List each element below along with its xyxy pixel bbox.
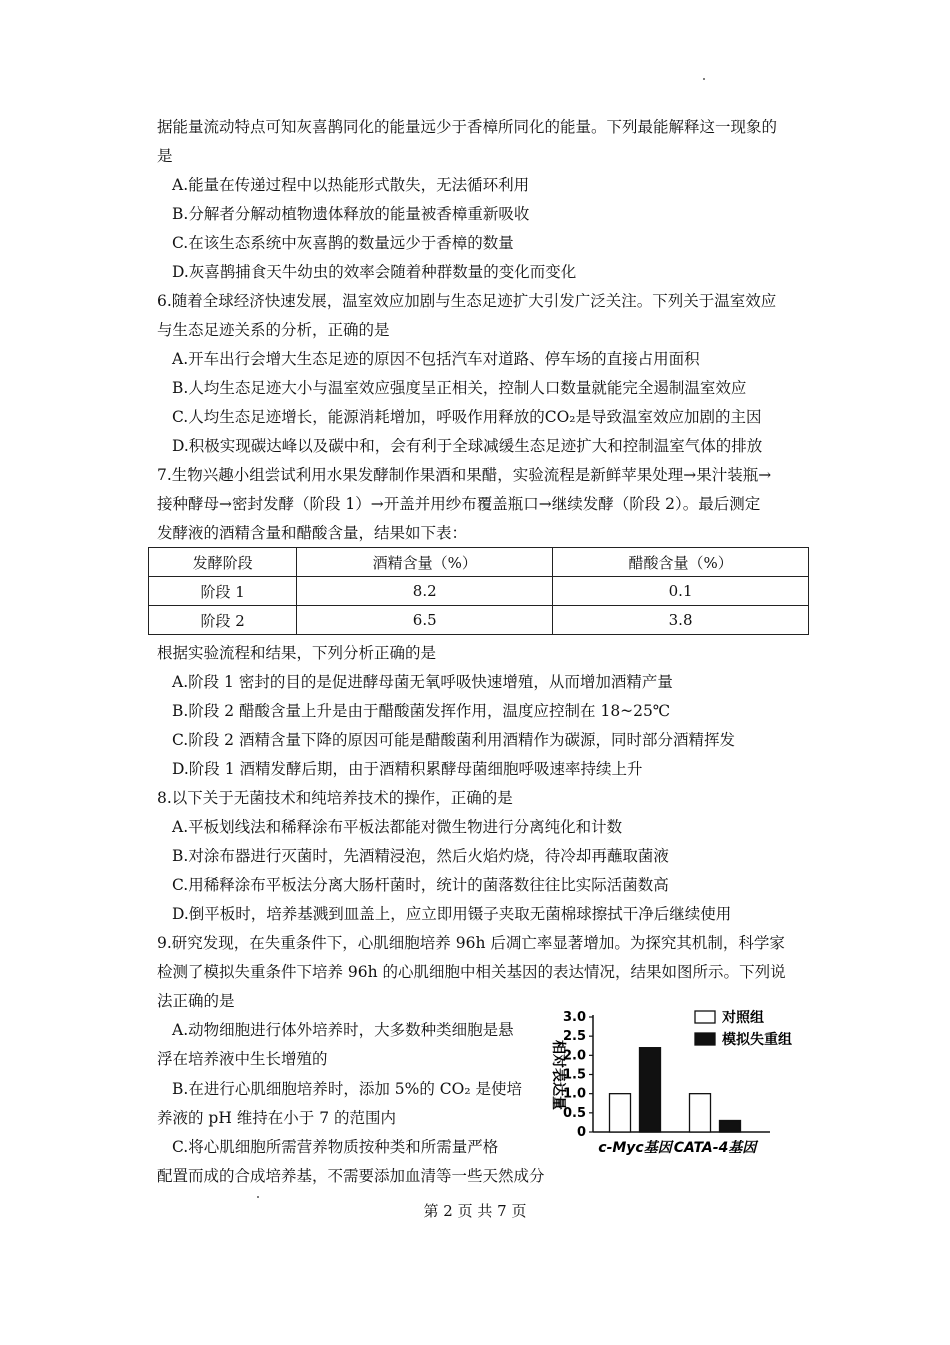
x-tick-label: c-Myc基因 xyxy=(598,1140,672,1156)
q9-option-b-line2: 养液的 pH 维持在小于 7 的范围内 xyxy=(157,1109,397,1127)
bar-control xyxy=(690,1094,711,1132)
table-cell: 阶段 1 xyxy=(149,577,297,606)
q9-option-c-line1: C.将心肌细胞所需营养物质按种类和所需量严格 xyxy=(172,1138,499,1156)
q6-stem-line1: 6.随着全球经济快速发展，温室效应加剧与生态足迹扩大引发广泛关注。下列关于温室效应 xyxy=(157,292,777,310)
q5-option-c: C.在该生态系统中灰喜鹊的数量远少于香樟的数量 xyxy=(172,234,514,252)
q9-stem-line1: 9.研究发现，在失重条件下，心肌细胞培养 96h 后凋亡率显著增加。为探究其机制，科学家 xyxy=(157,934,785,952)
q9-option-a-line1: A.动物细胞进行体外培养时，大多数种类细胞是悬 xyxy=(172,1021,514,1039)
x-tick-label: CATA-4基因 xyxy=(673,1140,757,1156)
legend-label: 对照组 xyxy=(722,1010,764,1026)
q6-option-a: A.开车出行会增大生态足迹的原因不包括汽车对道路、停车场的直接占用面积 xyxy=(172,350,700,368)
legend-swatch xyxy=(695,1011,715,1023)
page-footer: 第 2 页 共 7 页 xyxy=(423,1202,527,1220)
table-header-cell: 酒精含量（%） xyxy=(297,548,553,577)
table-row xyxy=(149,606,809,635)
q7-stem-line2: 接种酵母→密封发酵（阶段 1）→开盖并用纱布覆盖瓶口→继续发酵（阶段 2）。最后测定 xyxy=(157,495,761,513)
q6-option-d: D.积极实现碳达峰以及碳中和，会有利于全球减缓生态足迹扩大和控制温室气体的排放 xyxy=(172,437,763,455)
q6-option-c: C.人均生态足迹增长，能源消耗增加，呼吸作用释放的CO₂是导致温室效应加剧的主因 xyxy=(172,408,762,426)
q6-option-b: B.人均生态足迹大小与温室效应强度呈正相关，控制人口数量就能完全遏制温室效应 xyxy=(172,379,747,397)
q7-option-b: B.阶段 2 醋酸含量上升是由于醋酸菌发挥作用，温度应控制在 18~25℃ xyxy=(172,702,671,720)
gene-expression-chart xyxy=(540,995,810,1170)
q8-stem: 8.以下关于无菌技术和纯培养技术的操作，正确的是 xyxy=(157,789,513,807)
table-header-cell: 发酵阶段 xyxy=(149,548,297,577)
q9-option-b-line1: B.在进行心肌细胞培养时，添加 5%的 CO₂ 是使培 xyxy=(172,1080,522,1098)
q7-option-d: D.阶段 1 酒精发酵后期，由于酒精积累酵母菌细胞呼吸速率持续上升 xyxy=(172,760,643,778)
q8-option-c: C.用稀释涂布平板法分离大肠杆菌时，统计的菌落数往往比实际活菌数高 xyxy=(172,876,669,894)
table-header-cell: 醋酸含量（%） xyxy=(553,548,809,577)
scan-speck xyxy=(257,1196,259,1198)
q5-option-a: A.能量在传递过程中以热能形式散失，无法循环利用 xyxy=(172,176,530,194)
table-cell: 8.2 xyxy=(297,577,553,606)
bar-simulated-weightless xyxy=(720,1121,741,1133)
q6-stem-line2: 与生态足迹关系的分析，正确的是 xyxy=(157,321,390,339)
q8-option-d: D.倒平板时，培养基溅到皿盖上，应立即用镊子夹取无菌棉球擦拭干净后继续使用 xyxy=(172,905,732,923)
q5-stem-line2: 是 xyxy=(157,147,173,165)
q7-option-a: A.阶段 1 密封的目的是促进酵母菌无氧呼吸快速增殖，从而增加酒精产量 xyxy=(172,673,673,691)
y-tick-label: 0 xyxy=(576,1125,586,1140)
q5-stem-line1: 据能量流动特点可知灰喜鹊同化的能量远少于香樟所同化的能量。下列最能解释这一现象的 xyxy=(157,118,778,136)
legend-label: 模拟失重组 xyxy=(722,1032,792,1048)
table-header-row xyxy=(149,548,809,577)
bar-control xyxy=(610,1094,631,1132)
table-row xyxy=(149,577,809,606)
y-tick-label: 2.0 xyxy=(562,1048,586,1064)
q9-stem-line2: 检测了模拟失重条件下培养 96h 的心肌细胞中相关基因的表达情况，结果如图所示。下列说 xyxy=(157,963,786,981)
y-tick-label: 0.5 xyxy=(562,1105,586,1121)
table-cell: 0.1 xyxy=(553,577,809,606)
q7-analysis-prompt: 根据实验流程和结果，下列分析正确的是 xyxy=(157,644,437,662)
q9-stem-line3: 法正确的是 xyxy=(157,992,235,1010)
legend-swatch xyxy=(695,1033,715,1045)
y-axis-label: 相对表达量 xyxy=(550,1040,566,1110)
q5-option-b: B.分解者分解动植物遗体释放的能量被香樟重新吸收 xyxy=(172,205,530,223)
fermentation-table xyxy=(148,547,809,635)
q9-option-a-line2: 浮在培养液中生长增殖的 xyxy=(157,1050,328,1068)
table-cell: 6.5 xyxy=(297,606,553,635)
scan-speck xyxy=(703,78,705,80)
bar-simulated-weightless xyxy=(640,1048,661,1132)
y-tick-label: 2.5 xyxy=(562,1029,586,1045)
q7-stem-line3: 发酵液的酒精含量和醋酸含量，结果如下表： xyxy=(157,524,468,542)
q5-option-d: D.灰喜鹊捕食天牛幼虫的效率会随着种群数量的变化而变化 xyxy=(172,263,577,281)
y-tick-label: 1.5 xyxy=(562,1067,586,1083)
q8-option-a: A.平板划线法和稀释涂布平板法都能对微生物进行分离纯化和计数 xyxy=(172,818,623,836)
y-tick-label: 3.0 xyxy=(562,1010,586,1025)
q7-option-c: C.阶段 2 酒精含量下降的原因可能是醋酸菌利用酒精作为碳源，同时部分酒精挥发 xyxy=(172,731,735,749)
q8-option-b: B.对涂布器进行灭菌时，先酒精浸泡，然后火焰灼烧，待冷却再蘸取菌液 xyxy=(172,847,669,865)
y-tick-label: 1.0 xyxy=(562,1086,586,1102)
q9-option-c-line2: 配置而成的合成培养基，不需要添加血清等一些天然成分 xyxy=(157,1167,545,1185)
table-cell: 3.8 xyxy=(553,606,809,635)
table-cell: 阶段 2 xyxy=(149,606,297,635)
q7-stem-line1: 7.生物兴趣小组尝试利用水果发酵制作果酒和果醋，实验流程是新鲜苹果处理→果汁装瓶→ xyxy=(157,466,772,484)
